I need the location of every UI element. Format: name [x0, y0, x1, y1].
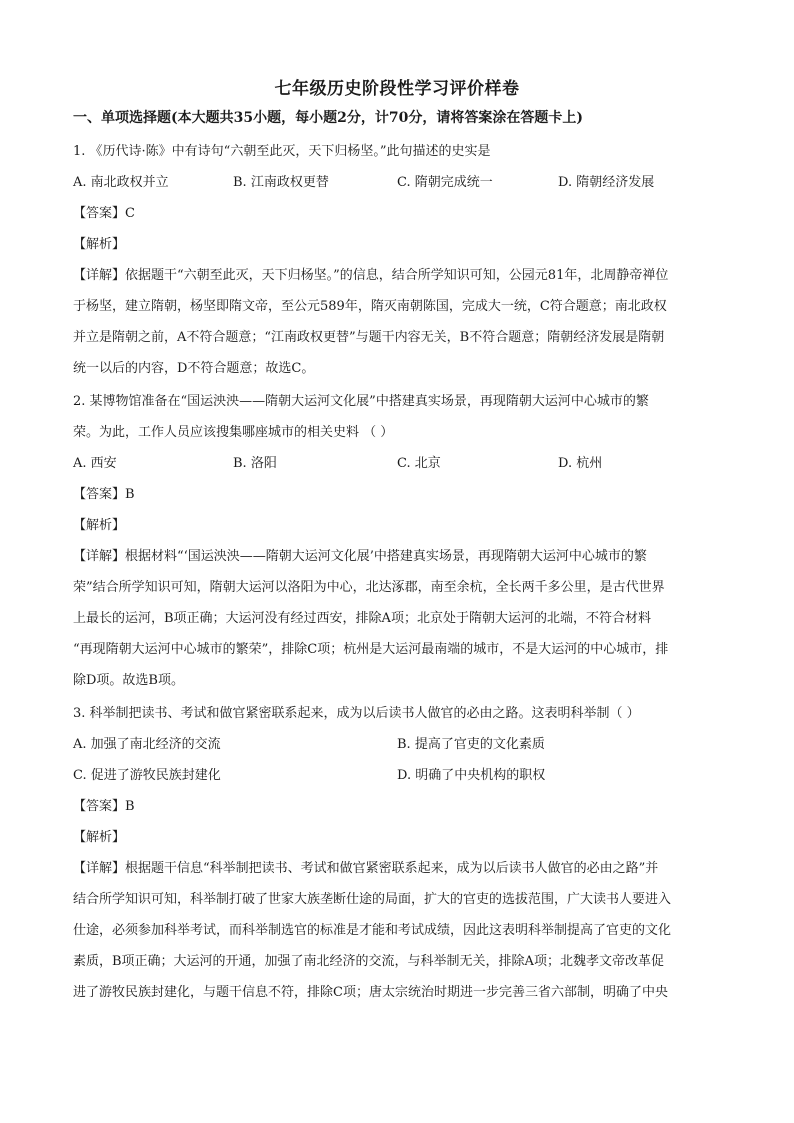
q2-stem-line: 荣。为此，工作人员应该搜集哪座城市的相关史料 （ ）	[73, 425, 394, 440]
q2-answer: 【答案】B	[73, 487, 135, 502]
q1-detail-line: 【详解】依据题干“六朝至此灭，天下归杨坚。”的信息，结合所学知识可知，公园元81年，北周静帝禅位	[73, 268, 669, 283]
q3-stem: 3. 科举制把读书、考试和做官紧密联系起来，成为以后读书人做官的必由之路。这表明科举制（ ）	[73, 706, 640, 721]
q2-option-d: D. 杭州	[558, 456, 603, 471]
q3-detail-line: 素质，B项正确；大运河的开通，加强了南北经济的交流，与科举制无关，排除A项；北魏孝文帝改革促	[73, 954, 664, 969]
q3-option-d: D. 明确了中央机构的职权	[397, 768, 546, 783]
q2-detail-line: 【详解】根据材料“‘国运泱泱——隋朝大运河文化展’中搭建真实场景，再现隋朝大运河中心城市的繁	[73, 549, 647, 564]
q3-detail-line: 仕途，必须参加科举考试，而科举制选官的标准是才能和考试成绩，因此这表明科举制提高了官吏的文化	[73, 923, 672, 938]
page-title: 七年级历史阶段性学习评价样卷	[274, 79, 520, 99]
q2-analysis-label: 【解析】	[73, 518, 126, 533]
q3-detail-line: 进了游牧民族封建化，与题干信息不符，排除C项；唐太宗统治时期进一步完善三省六部制，明确了中央	[73, 985, 668, 1000]
q3-analysis-label: 【解析】	[73, 830, 126, 845]
q3-answer: 【答案】B	[73, 799, 135, 814]
q1-detail-line: 并立是隋朝之前，A不符合题意；“江南政权更替”与题干内容无关，B不符合题意；隋朝经济发展是隋朝	[73, 330, 665, 345]
q1-option-c: C. 隋朝完成统一	[397, 175, 493, 190]
q2-detail-line: 荣”结合所学知识可知，隋朝大运河以洛阳为中心，北达涿郡，南至余杭，全长两千多公里，是古代世界	[73, 580, 665, 595]
q1-option-b: B. 江南政权更替	[233, 175, 329, 190]
q2-detail-line: 除D项。故选B项。	[73, 673, 184, 688]
q1-analysis-label: 【解析】	[73, 237, 126, 252]
section-heading: 一、单项选择题(本大题共35小题，每小题2分，计70分，请将答案涂在答题卡上)	[73, 110, 583, 126]
q2-detail-line: “再现隋朝大运河中心城市的繁荣”，排除C项；杭州是大运河最南端的城市，不是大运河的中心城市，排	[73, 642, 669, 657]
q2-stem-line: 2. 某博物馆准备在“国运泱泱——隋朝大运河文化展”中搭建真实场景，再现隋朝大运河中心城市的繁	[73, 394, 649, 409]
q2-option-a: A. 西安	[73, 456, 117, 471]
q1-option-d: D. 隋朝经济发展	[558, 175, 655, 190]
q1-option-a: A. 南北政权并立	[73, 175, 169, 190]
q3-option-b: B. 提高了官吏的文化素质	[397, 737, 545, 752]
q3-option-a: A. 加强了南北经济的交流	[73, 737, 221, 752]
q3-detail-line: 【详解】根据题干信息“科举制把读书、考试和做官紧密联系起来，成为以后读书人做官的必由之路”并	[73, 861, 659, 876]
q3-option-c: C. 促进了游牧民族封建化	[73, 768, 221, 783]
q1-stem: 1. 《历代诗·陈》中有诗句“六朝至此灭，天下归杨坚。”此句描述的史实是	[73, 144, 491, 159]
q1-answer: 【答案】C	[73, 206, 135, 221]
q1-detail-line: 统一以后的内容，D不符合题意；故选C。	[73, 361, 315, 376]
q2-detail-line: 上最长的运河，B项正确；大运河没有经过西安，排除A项；北京处于隋朝大运河的北端，不符合材料	[73, 611, 651, 626]
q1-detail-line: 于杨坚，建立隋朝，杨坚即隋文帝，至公元589年，隋灭南朝陈国，完成大一统，C符合题意；南北政权	[73, 299, 667, 314]
q2-option-b: B. 洛阳	[233, 456, 277, 471]
q2-option-c: C. 北京	[397, 456, 441, 471]
q3-detail-line: 结合所学知识可知，科举制打破了世家大族垄断仕途的局面，扩大的官吏的选拔范围，广大读书人要进入	[73, 892, 672, 907]
